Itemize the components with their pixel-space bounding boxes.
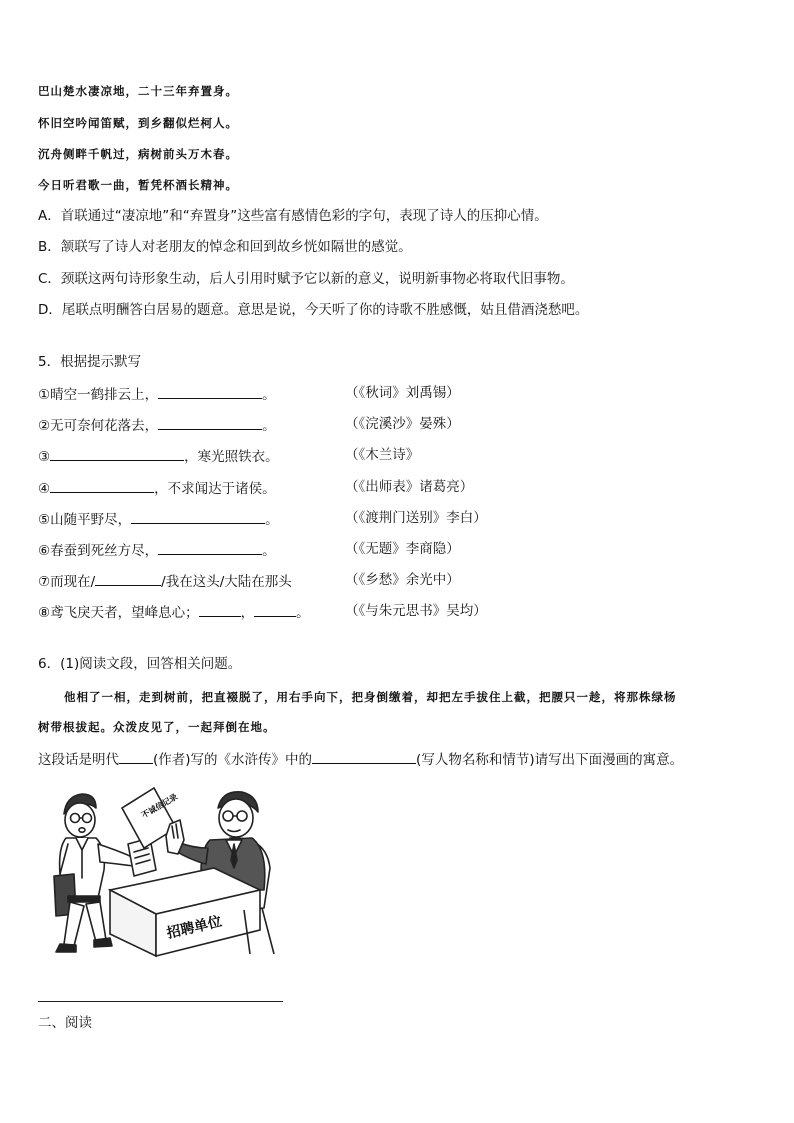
q6-passage-line-1: 他相了一相，走到树前，把直裰脱了，用右手向下，把身倒缴着，却把左手拔住上截，把腰只一趁，将那株绿杨 <box>64 690 677 704</box>
q5-item-2 <box>38 415 276 435</box>
q5-item-2-pre: ②无可奈何花落去， <box>38 418 159 434</box>
q5-item-8-blank-1[interactable] <box>199 602 241 617</box>
q5-item-4 <box>38 478 276 498</box>
q5-item-7 <box>38 571 292 591</box>
option-b: B．颔联写了诗人对老朋友的悼念和回到故乡恍如隔世的感觉。 <box>38 239 412 255</box>
q6-question-part1: 这段话是明代 <box>38 752 119 768</box>
record-paper-text: 不诚信记录 <box>140 792 180 820</box>
q5-item-6-post: 。 <box>262 543 276 559</box>
section-divider <box>38 1001 283 1002</box>
recruitment-desk <box>110 868 260 956</box>
q5-item-8 <box>38 602 310 622</box>
q5-item-3-source: （《木兰诗》 <box>345 447 420 463</box>
q5-item-8-pre: ⑧鸢飞戾天者，望峰息心； <box>38 605 199 621</box>
q5-item-4-post: ，不求闻达于诸侯。 <box>154 481 276 497</box>
q5-item-7-blank[interactable] <box>95 571 161 586</box>
q6-question-part3: (写人物名称和情节)请写出下面漫画的寓意。 <box>416 752 684 768</box>
q6-question-part2: (作者)写的《水浒传》中的 <box>153 752 313 768</box>
q5-item-2-blank[interactable] <box>158 415 262 430</box>
poem-line-2: 怀旧空吟闻笛赋，到乡翻似烂柯人。 <box>38 116 238 130</box>
q5-item-3 <box>38 446 279 466</box>
q6-plot-blank[interactable] <box>312 749 416 764</box>
q5-item-6-blank[interactable] <box>158 540 262 555</box>
q5-item-6-source: （《无题》李商隐） <box>345 541 460 557</box>
option-c: C．颈联这两句诗形象生动，后人引用时赋予它以新的意义，说明新事物必将取代旧事物。 <box>38 271 574 287</box>
section-2-heading: 二、阅读 <box>38 1015 92 1031</box>
option-d: D．尾联点明酬答白居易的题意。意思是说，今天听了你的诗歌不胜感慨，姑且借酒浇愁吧。 <box>38 302 589 318</box>
q5-item-8-source: （《与朱元思书》吴均） <box>345 603 487 619</box>
q5-item-4-pre: ④ <box>38 481 51 497</box>
q5-item-5-post: 。 <box>265 512 279 528</box>
q5-item-3-pre: ③ <box>38 449 51 465</box>
q6-title: 6．(1)阅读文段，回答相关问题。 <box>38 656 242 672</box>
q5-item-1-pre: ①晴空一鹤排云上， <box>38 387 159 403</box>
q5-item-4-blank[interactable] <box>50 478 154 493</box>
q5-item-1-source: （《秋词》刘禹锡） <box>345 385 460 401</box>
q5-item-8-post: 。 <box>296 605 310 621</box>
q5-item-1-post: 。 <box>262 387 276 403</box>
q5-item-5 <box>38 509 279 529</box>
q5-title: 5．根据提示默写 <box>38 354 142 370</box>
q5-item-3-post: ，寒光照铁衣。 <box>184 449 279 465</box>
q6-question <box>38 749 683 769</box>
q5-item-8-blank-2[interactable] <box>254 602 296 617</box>
q5-item-2-post: 。 <box>262 418 276 434</box>
cartoon-illustration <box>38 778 282 960</box>
poem-line-4: 今日听君歌一曲，暂凭杯酒长精神。 <box>38 178 238 192</box>
q6-author-blank[interactable] <box>119 749 153 764</box>
q5-item-5-source: （《渡荆门送别》李白） <box>345 510 487 526</box>
q5-item-6 <box>38 540 276 560</box>
option-a: A．首联通过“凄凉地”和“弃置身”这些富有感情色彩的字句，表现了诗人的压抑心情。 <box>38 208 548 224</box>
q5-item-1-blank[interactable] <box>158 384 262 399</box>
desk-sign-text: 招聘单位 <box>165 913 224 942</box>
q5-item-7-post: /我在这头/大陆在那头 <box>161 574 292 590</box>
q5-item-6-pre: ⑥春蚕到死丝方尽， <box>38 543 159 559</box>
q5-item-4-source: （《出师表》诸葛亮） <box>345 479 474 495</box>
q5-item-3-blank[interactable] <box>50 446 184 461</box>
q5-item-5-blank[interactable] <box>131 509 265 524</box>
q5-item-7-source: （《乡愁》余光中） <box>345 572 460 588</box>
poem-line-1: 巴山楚水凄凉地，二十三年弃置身。 <box>38 84 238 98</box>
q5-item-5-pre: ⑤山随平野尽， <box>38 512 132 528</box>
q6-passage-line-2: 树带根拔起。众泼皮见了，一起拜倒在地。 <box>38 720 276 734</box>
poem-line-3: 沉舟侧畔千帆过，病树前头万木春。 <box>38 147 238 161</box>
q5-item-7-pre: ⑦而现在/ <box>38 574 96 590</box>
q5-item-1 <box>38 384 276 404</box>
q5-item-8-mid: ， <box>240 605 255 621</box>
q5-item-2-source: （《浣溪沙》晏殊） <box>345 416 460 432</box>
